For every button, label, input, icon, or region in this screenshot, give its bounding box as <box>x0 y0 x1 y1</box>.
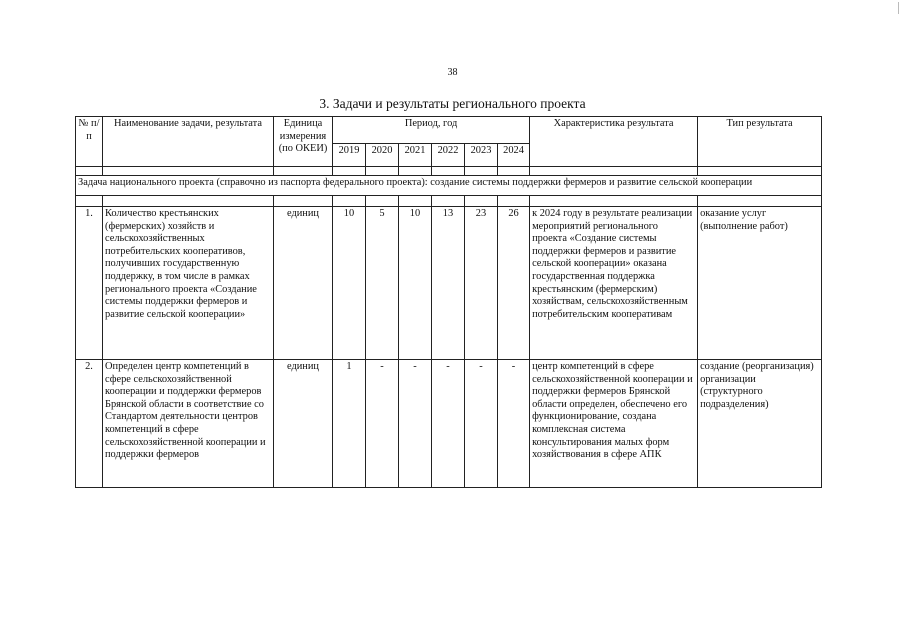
year-value: 5 <box>366 207 399 360</box>
result-name: Определен центр компетенций в сфере сельскохозяйственной кооперации и поддержки фермеров Брянской области в соответствие со Стандартом деятельности центров компетенций в сфере сельскохозяйственной кооперации и поддержки фермеров <box>103 360 274 488</box>
result-characteristic: центр компетенций в сфере сельскохозяйственной кооперации и поддержки фермеров Брянской области определен, обеспечено его функционирование, создана комплексная система консультирования малых форм хозяйствования в сфере АПК <box>530 360 698 488</box>
row-number: 2. <box>76 360 103 488</box>
year-value: - <box>465 360 498 488</box>
header-year: 2023 <box>465 144 498 167</box>
results-table <box>75 116 822 488</box>
year-value: - <box>399 360 432 488</box>
header-type: Тип результата <box>698 117 822 167</box>
table-row <box>76 207 822 360</box>
spacer-row <box>76 167 822 176</box>
header-unit: Единица измерения (по ОКЕИ) <box>274 117 333 167</box>
header-year: 2021 <box>399 144 432 167</box>
year-value: 13 <box>432 207 465 360</box>
year-value: 23 <box>465 207 498 360</box>
header-characteristic: Характеристика результата <box>530 117 698 167</box>
row-number: 1. <box>76 207 103 360</box>
scan-edge-mark <box>898 2 899 14</box>
header-name: Наименование задачи, результата <box>103 117 274 167</box>
spacer-row <box>76 196 822 207</box>
table-row <box>76 360 822 488</box>
header-year: 2019 <box>333 144 366 167</box>
header-num: № п/п <box>76 117 103 167</box>
year-value: 10 <box>333 207 366 360</box>
year-value: - <box>432 360 465 488</box>
header-period: Период, год <box>333 117 530 144</box>
header-year: 2022 <box>432 144 465 167</box>
header-year: 2020 <box>366 144 399 167</box>
section-title: 3. Задачи и результаты регионального проекта <box>319 96 586 111</box>
result-name: Количество крестьянских (фермерских) хозяйств и сельскохозяйственных потребительских кооперативов, получивших государственную поддержку, в том числе в рамках регионального проекта «Создание системы поддержки фермеров и развитие сельской кооперации» <box>103 207 274 360</box>
result-characteristic: к 2024 году в результате реализации мероприятий регионального проекта «Создание системы поддержки фермеров и развитие сельской кооперации» оказана государственная поддержка крестьянским (фермерским) хозяйствам, сельскохозяйственным потребительским кооперативам <box>530 207 698 360</box>
task-row <box>76 176 822 196</box>
task-description: Задача национального проекта (справочно из паспорта федерального проекта): создание системы поддержки фермеров и развитие сельской кооперации <box>76 176 822 196</box>
header-year: 2024 <box>498 144 530 167</box>
header-row <box>76 117 822 144</box>
year-value: - <box>366 360 399 488</box>
year-value: - <box>498 360 530 488</box>
result-type: оказание услуг (выполнение работ) <box>698 207 822 360</box>
result-unit: единиц <box>274 360 333 488</box>
page-number: 38 <box>447 67 458 78</box>
year-value: 1 <box>333 360 366 488</box>
result-unit: единиц <box>274 207 333 360</box>
result-type: создание (реорганизация) организации (структурного подразделения) <box>698 360 822 488</box>
year-value: 10 <box>399 207 432 360</box>
year-value: 26 <box>498 207 530 360</box>
